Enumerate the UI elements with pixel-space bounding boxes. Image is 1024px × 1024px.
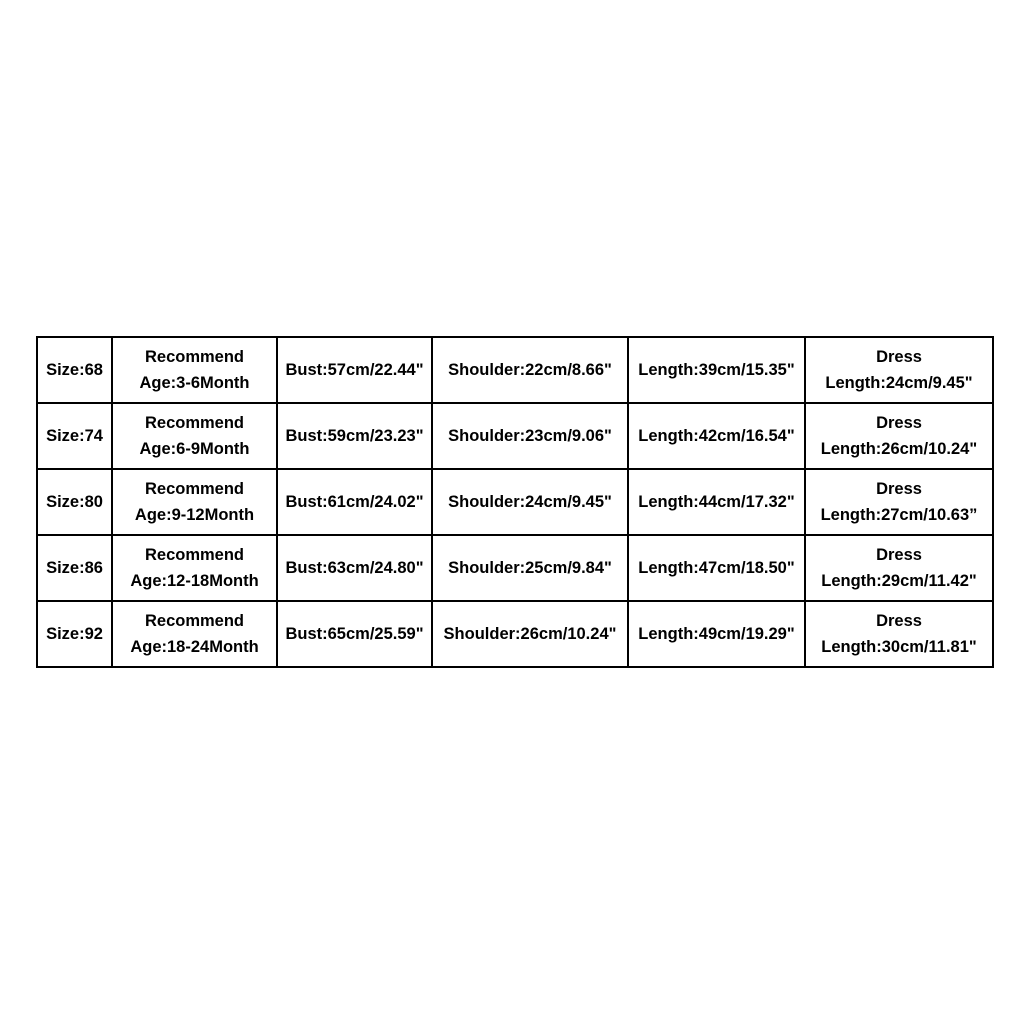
recommend-label: Recommend bbox=[144, 546, 245, 564]
dress-length-cell bbox=[805, 469, 993, 535]
dress-length-cell bbox=[805, 535, 993, 601]
age-range: Age:6-9Month bbox=[139, 440, 250, 458]
dress-label: Dress bbox=[876, 546, 922, 564]
table-row bbox=[37, 601, 993, 667]
shoulder-cell: Shoulder:22cm/8.66" bbox=[432, 337, 628, 403]
recommend-label: Recommend bbox=[144, 612, 245, 630]
length-cell: Length:42cm/16.54" bbox=[628, 403, 805, 469]
dress-length-cell bbox=[805, 601, 993, 667]
dress-length-value: Length:29cm/11.42" bbox=[821, 572, 977, 590]
table-row bbox=[37, 403, 993, 469]
shoulder-cell: Shoulder:26cm/10.24" bbox=[432, 601, 628, 667]
recommended-age-cell bbox=[112, 403, 277, 469]
recommended-age-cell bbox=[112, 601, 277, 667]
dress-label: Dress bbox=[876, 414, 922, 432]
dress-length-cell bbox=[805, 403, 993, 469]
dress-length-value: Length:26cm/10.24" bbox=[820, 440, 978, 458]
age-range: Age:3-6Month bbox=[139, 374, 250, 392]
age-range: Age:12-18Month bbox=[130, 572, 259, 590]
size-chart-table bbox=[36, 336, 994, 668]
length-cell: Length:44cm/17.32" bbox=[628, 469, 805, 535]
bust-cell: Bust:61cm/24.02" bbox=[277, 469, 432, 535]
shoulder-cell: Shoulder:24cm/9.45" bbox=[432, 469, 628, 535]
bust-cell: Bust:65cm/25.59" bbox=[277, 601, 432, 667]
dress-label: Dress bbox=[876, 348, 922, 366]
shoulder-cell: Shoulder:23cm/9.06" bbox=[432, 403, 628, 469]
table-row bbox=[37, 469, 993, 535]
length-cell: Length:39cm/15.35" bbox=[628, 337, 805, 403]
size-cell: Size:80 bbox=[37, 469, 112, 535]
table-row bbox=[37, 337, 993, 403]
dress-length-value: Length:30cm/11.81" bbox=[821, 638, 977, 656]
size-cell: Size:68 bbox=[37, 337, 112, 403]
size-cell: Size:92 bbox=[37, 601, 112, 667]
recommend-label: Recommend bbox=[144, 480, 245, 498]
dress-label: Dress bbox=[876, 480, 922, 498]
recommended-age-cell bbox=[112, 337, 277, 403]
recommend-label: Recommend bbox=[144, 414, 245, 432]
dress-length-value: Length:24cm/9.45" bbox=[825, 374, 973, 392]
bust-cell: Bust:59cm/23.23" bbox=[277, 403, 432, 469]
bust-cell: Bust:63cm/24.80" bbox=[277, 535, 432, 601]
dress-length-value: Length:27cm/10.63” bbox=[820, 506, 978, 524]
age-range: Age:9-12Month bbox=[134, 506, 255, 524]
recommend-label: Recommend bbox=[144, 348, 245, 366]
bust-cell: Bust:57cm/22.44" bbox=[277, 337, 432, 403]
age-range: Age:18-24Month bbox=[130, 638, 259, 656]
table-row bbox=[37, 535, 993, 601]
dress-length-cell bbox=[805, 337, 993, 403]
size-cell: Size:74 bbox=[37, 403, 112, 469]
shoulder-cell: Shoulder:25cm/9.84" bbox=[432, 535, 628, 601]
dress-label: Dress bbox=[876, 612, 922, 630]
length-cell: Length:49cm/19.29" bbox=[628, 601, 805, 667]
recommended-age-cell bbox=[112, 469, 277, 535]
length-cell: Length:47cm/18.50" bbox=[628, 535, 805, 601]
recommended-age-cell bbox=[112, 535, 277, 601]
size-cell: Size:86 bbox=[37, 535, 112, 601]
